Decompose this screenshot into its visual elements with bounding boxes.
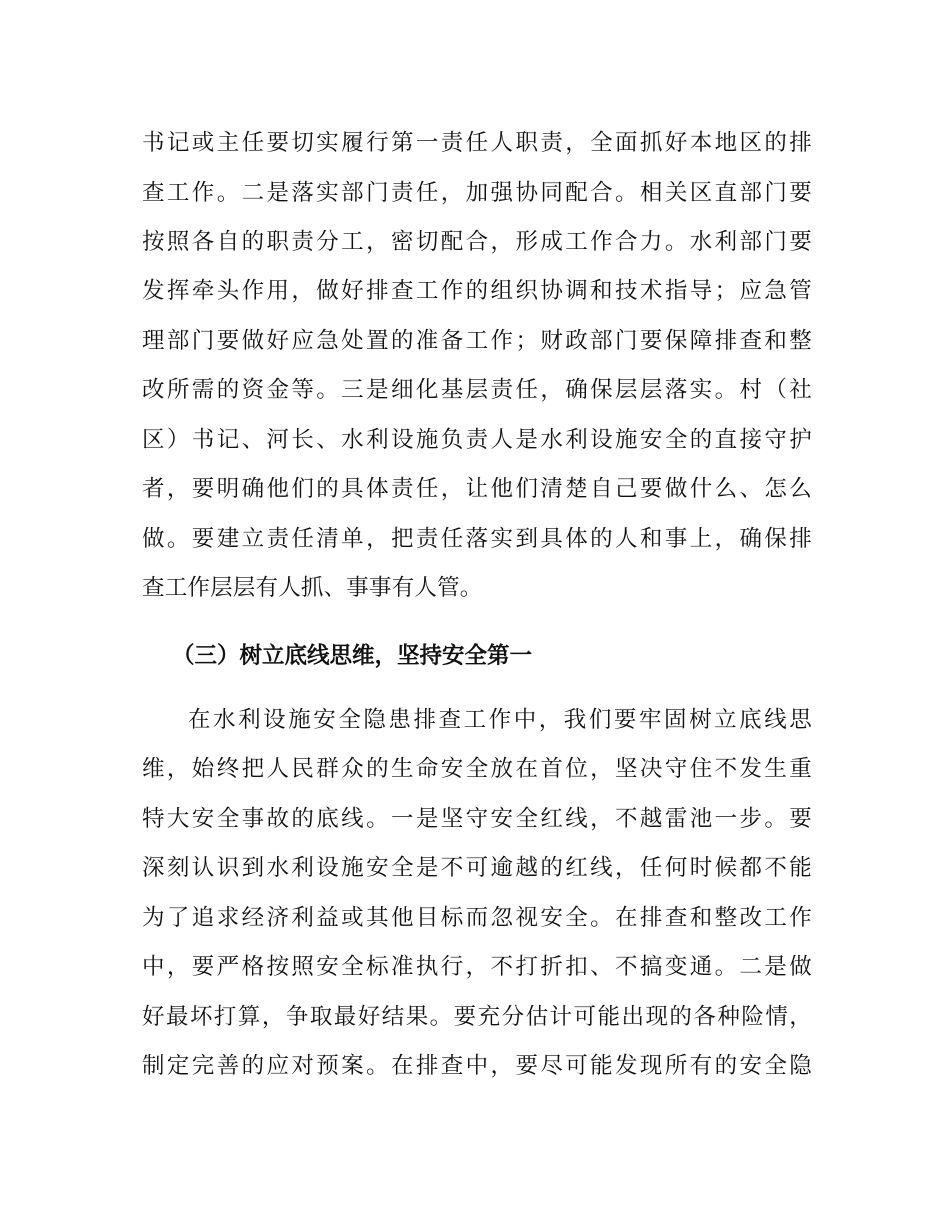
paragraph-2-line-1: 在水利设施安全隐患排查工作中，我们要牢固树立底线思 (188, 707, 812, 733)
paragraph-2-line-8: 制定完善的应对预案。在排查中，要尽可能发现所有的安全隐 (142, 1053, 812, 1079)
paragraph-2-line-2: 维，始终把人民群众的生命安全放在首位，坚决守住不发生重 (142, 756, 812, 782)
paragraph-1-line-3: 按照各自的职责分工，密切配合，形成工作合力。水利部门要 (142, 229, 812, 255)
paragraph-2-line-5: 为了追求经济利益或其他目标而忽视安全。在排查和整改工作 (142, 905, 812, 931)
paragraph-1-line-6: 改所需的资金等。三是细化基层责任，确保层层落实。村（社 (142, 377, 812, 403)
paragraph-1-line-8: 者，要明确他们的具体责任，让他们清楚自己要做什么、怎么 (142, 476, 812, 502)
paragraph-2-line-6: 中，要严格按照安全标准执行，不打折扣、不搞变通。二是做 (142, 954, 812, 980)
section-heading: （三）树立底线思维，坚持安全第一 (172, 643, 533, 669)
paragraph-2-line-3: 特大安全事故的底线。一是坚守安全红线，不越雷池一步。要 (142, 806, 812, 832)
paragraph-1-line-5: 理部门要做好应急处置的准备工作；财政部门要保障排查和整 (142, 328, 812, 354)
paragraph-1-line-2: 查工作。二是落实部门责任，加强协同配合。相关区直部门要 (142, 180, 812, 206)
paragraph-1-line-7: 区）书记、河长、水利设施负责人是水利设施安全的直接守护 (142, 427, 812, 453)
paragraph-1-line-10: 查工作层层有人抓、事事有人管。 (142, 575, 483, 601)
paragraph-1-line-4: 发挥牵头作用，做好排查工作的组织协调和技术指导；应急管 (142, 278, 812, 304)
paragraph-2-line-4: 深刻认识到水利设施安全是不可逾越的红线，任何时候都不能 (142, 855, 812, 881)
paragraph-1-line-9: 做。要建立责任清单，把责任落实到具体的人和事上，确保排 (142, 526, 812, 552)
paragraph-1-line-1: 书记或主任要切实履行第一责任人职责，全面抓好本地区的排 (142, 130, 812, 156)
paragraph-2-line-7: 好最坏打算，争取最好结果。要充分估计可能出现的各种险情， (142, 1004, 812, 1030)
